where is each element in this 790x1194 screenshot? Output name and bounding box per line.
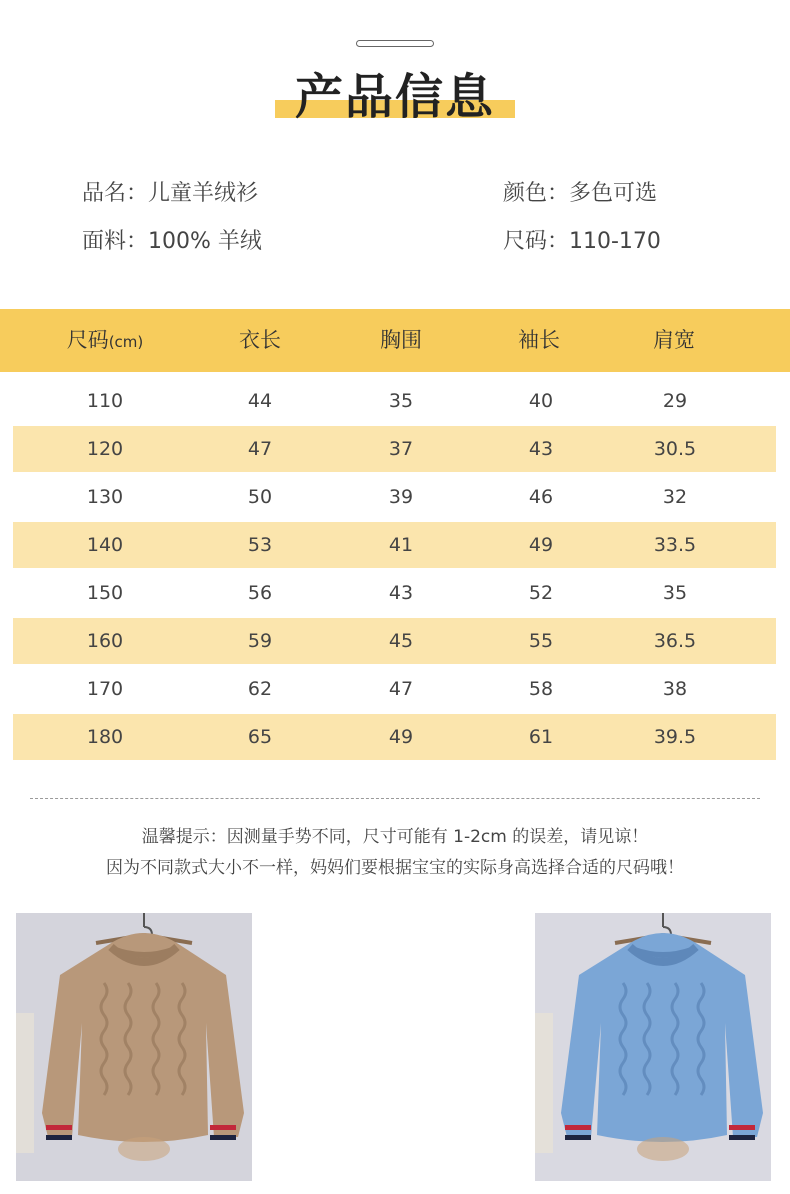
cell-length: 50	[247, 486, 273, 508]
cell-chest: 47	[388, 678, 414, 700]
cell-size: 150	[86, 582, 124, 604]
table-row	[13, 474, 776, 520]
cell-shoulder: 30.5	[653, 438, 697, 460]
cell-size: 130	[86, 486, 124, 508]
header-size: 尺码(cm)	[66, 328, 144, 352]
header-chest: 胸围	[380, 328, 422, 352]
table-row	[13, 378, 776, 424]
cell-size: 160	[86, 630, 124, 652]
info-name: 品名：儿童羊绒衫	[82, 181, 259, 206]
cell-shoulder: 32	[662, 486, 688, 508]
cell-chest: 45	[388, 630, 414, 652]
cell-sleeve: 61	[528, 726, 554, 748]
table-row	[13, 570, 776, 616]
blue-sweater-photo	[535, 913, 771, 1181]
cell-sleeve: 40	[528, 390, 554, 412]
table-row	[13, 426, 776, 472]
table-row	[13, 666, 776, 712]
cell-chest: 35	[388, 390, 414, 412]
cell-length: 47	[247, 438, 273, 460]
header-shoulder: 肩宽	[653, 328, 695, 352]
cell-size: 110	[86, 390, 124, 412]
cell-sleeve: 49	[528, 534, 554, 556]
cell-sleeve: 55	[528, 630, 554, 652]
cell-shoulder: 33.5	[653, 534, 697, 556]
info-material: 面料：100% 羊绒	[82, 229, 262, 254]
page-title: 产品信息	[294, 69, 495, 125]
cell-shoulder: 36.5	[653, 630, 697, 652]
cell-sleeve: 52	[528, 582, 554, 604]
cell-shoulder: 35	[662, 582, 688, 604]
cell-length: 56	[247, 582, 273, 604]
table-row	[13, 618, 776, 664]
cell-chest: 43	[388, 582, 414, 604]
table-row	[13, 714, 776, 760]
cell-length: 59	[247, 630, 273, 652]
cell-length: 53	[247, 534, 273, 556]
note-line-1: 温馨提示：因测量手势不同，尺寸可能有 1-2cm 的误差，请见谅！	[141, 827, 649, 847]
cell-size: 120	[86, 438, 124, 460]
cell-chest: 39	[388, 486, 414, 508]
cell-size: 140	[86, 534, 124, 556]
header-sleeve: 袖长	[518, 328, 560, 352]
cell-chest: 41	[388, 534, 414, 556]
cell-chest: 49	[388, 726, 414, 748]
cell-size: 170	[86, 678, 124, 700]
note-line-2: 因为不同款式大小不一样，妈妈们要根据宝宝的实际身高选择合适的尺码哦！	[106, 858, 684, 878]
divider	[30, 798, 760, 799]
cell-sleeve: 46	[528, 486, 554, 508]
header-length: 衣长	[239, 328, 281, 352]
info-color: 颜色：多色可选	[503, 181, 658, 206]
top-decoration	[356, 40, 434, 47]
khaki-sweater-photo	[16, 913, 252, 1181]
cell-length: 44	[247, 390, 273, 412]
cell-length: 62	[247, 678, 273, 700]
cell-sleeve: 58	[528, 678, 554, 700]
cell-shoulder: 29	[662, 390, 688, 412]
cell-shoulder: 39.5	[653, 726, 697, 748]
cell-chest: 37	[388, 438, 414, 460]
info-size: 尺码：110-170	[503, 229, 661, 254]
cell-shoulder: 38	[662, 678, 688, 700]
cell-length: 65	[247, 726, 273, 748]
cell-sleeve: 43	[528, 438, 554, 460]
size-table-header	[0, 309, 790, 372]
cell-size: 180	[86, 726, 124, 748]
table-row	[13, 522, 776, 568]
